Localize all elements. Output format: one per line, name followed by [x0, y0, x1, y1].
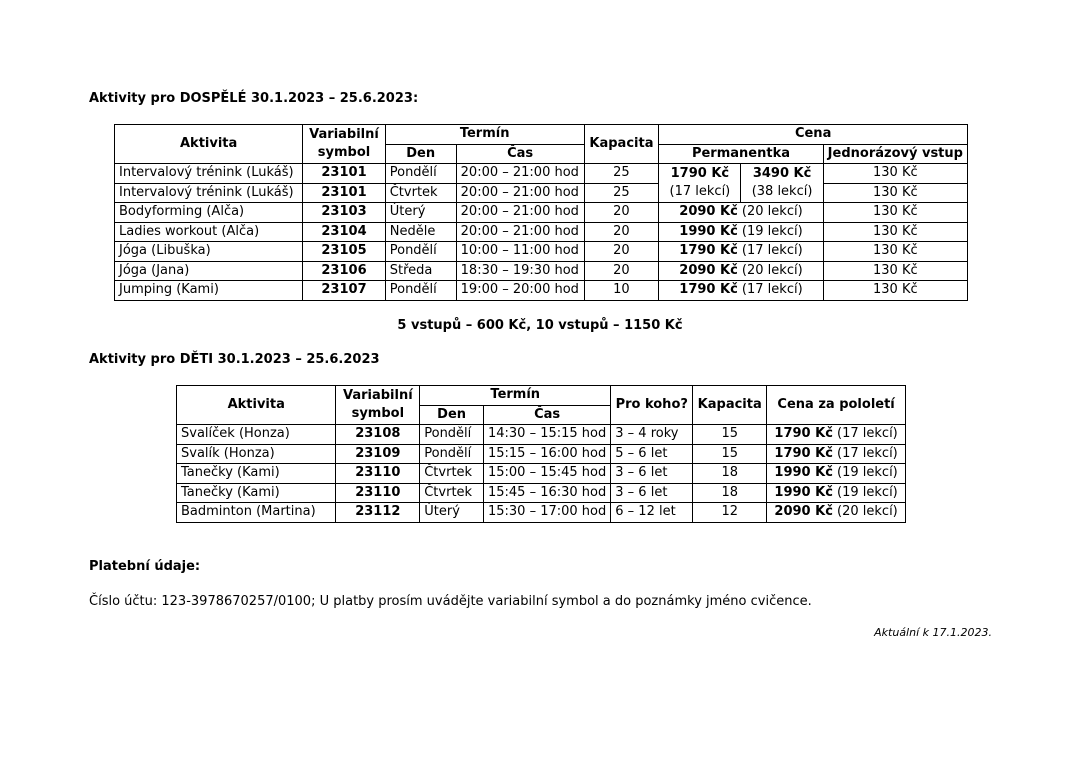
- pass-cell: 1790 Kč (17 lekcí): [659, 242, 823, 262]
- payment-text: Číslo účtu: 123-3978670257/0100; U platby prosím uvádějte variabilní symbol a do poznámky jméno cvičence.: [89, 594, 812, 609]
- for-whom-cell: 3 – 4 roky: [611, 425, 693, 445]
- activity-cell: Intervalový trénink (Lukáš): [115, 183, 303, 203]
- day-cell: Pondělí: [420, 444, 484, 464]
- adults-header-vs: Variabilní symbol: [303, 125, 385, 164]
- activity-cell: Badminton (Martina): [177, 503, 336, 523]
- day-cell: Pondělí: [385, 242, 456, 262]
- pass-cell: 1790 Kč (17 lekcí): [659, 281, 823, 301]
- capacity-cell: 18: [693, 483, 767, 503]
- single-cell: 130 Kč: [823, 222, 967, 242]
- table-row: [177, 483, 906, 503]
- price-cell: 1790 Kč (17 lekcí): [767, 444, 906, 464]
- entries-note: 5 vstupů – 600 Kč, 10 vstupů – 1150 Kč: [397, 318, 683, 333]
- table-row: [115, 203, 968, 223]
- kids-header-price: Cena za pololetí: [767, 386, 906, 425]
- kids-header-for-whom: Pro koho?: [611, 386, 693, 425]
- capacity-cell: 25: [584, 164, 659, 184]
- capacity-cell: 20: [584, 242, 659, 262]
- vs-cell: 23106: [303, 261, 385, 281]
- price-cell: 1790 Kč (17 lekcí): [767, 425, 906, 445]
- table-row: [177, 425, 906, 445]
- for-whom-cell: 5 – 6 let: [611, 444, 693, 464]
- table-row: [115, 281, 968, 301]
- activity-cell: Svalík (Honza): [177, 444, 336, 464]
- single-cell: 130 Kč: [823, 203, 967, 223]
- table-row: [177, 503, 906, 523]
- day-cell: Čtvrtek: [420, 464, 484, 484]
- time-cell: 20:00 – 21:00 hod: [456, 183, 584, 203]
- capacity-cell: 10: [584, 281, 659, 301]
- single-cell: 130 Kč: [823, 164, 967, 184]
- vs-cell: 23108: [336, 425, 420, 445]
- vs-cell: 23112: [336, 503, 420, 523]
- table-row: [177, 464, 906, 484]
- day-cell: Středa: [385, 261, 456, 281]
- single-cell: 130 Kč: [823, 242, 967, 262]
- adults-title: Aktivity pro DOSPĚLÉ 30.1.2023 – 25.6.2023:: [89, 91, 419, 106]
- adults-header-term: Termín: [385, 125, 584, 145]
- day-cell: Pondělí: [420, 425, 484, 445]
- kids-header-day: Den: [420, 405, 484, 425]
- capacity-cell: 15: [693, 425, 767, 445]
- pass-cell-b: 3490 Kč (38 lekcí): [741, 164, 823, 203]
- activity-cell: Tanečky (Kami): [177, 464, 336, 484]
- kids-header-vs: Variabilní symbol: [336, 386, 420, 425]
- adults-header-day: Den: [385, 144, 456, 164]
- capacity-cell: 25: [584, 183, 659, 203]
- price-cell: 1990 Kč (19 lekcí): [767, 464, 906, 484]
- activity-cell: Bodyforming (Alča): [115, 203, 303, 223]
- for-whom-cell: 6 – 12 let: [611, 503, 693, 523]
- activity-cell: Intervalový trénink (Lukáš): [115, 164, 303, 184]
- kids-title: Aktivity pro DĚTI 30.1.2023 – 25.6.2023: [89, 352, 380, 367]
- updated-date: Aktuální k 17.1.2023.: [874, 626, 992, 639]
- time-cell: 15:45 – 16:30 hod: [483, 483, 610, 503]
- vs-cell: 23105: [303, 242, 385, 262]
- adults-header-pass: Permanentka: [659, 144, 823, 164]
- adults-table: [114, 124, 968, 301]
- price-cell: 1990 Kč (19 lekcí): [767, 483, 906, 503]
- capacity-cell: 15: [693, 444, 767, 464]
- time-cell: 14:30 – 15:15 hod: [483, 425, 610, 445]
- pass-cell: 2090 Kč (20 lekcí): [659, 203, 823, 223]
- day-cell: Úterý: [420, 503, 484, 523]
- adults-header-time: Čas: [456, 144, 584, 164]
- day-cell: Čtvrtek: [385, 183, 456, 203]
- kids-header-capacity: Kapacita: [693, 386, 767, 425]
- pass-cell: 1990 Kč (19 lekcí): [659, 222, 823, 242]
- day-cell: Úterý: [385, 203, 456, 223]
- time-cell: 18:30 – 19:30 hod: [456, 261, 584, 281]
- price-cell: 2090 Kč (20 lekcí): [767, 503, 906, 523]
- kids-table: [176, 385, 906, 523]
- time-cell: 19:00 – 20:00 hod: [456, 281, 584, 301]
- vs-cell: 23101: [303, 183, 385, 203]
- single-cell: 130 Kč: [823, 281, 967, 301]
- time-cell: 15:00 – 15:45 hod: [483, 464, 610, 484]
- day-cell: Pondělí: [385, 281, 456, 301]
- single-cell: 130 Kč: [823, 261, 967, 281]
- table-row: [115, 261, 968, 281]
- day-cell: Pondělí: [385, 164, 456, 184]
- vs-cell: 23110: [336, 483, 420, 503]
- activity-cell: Tanečky (Kami): [177, 483, 336, 503]
- table-row: [177, 444, 906, 464]
- capacity-cell: 20: [584, 261, 659, 281]
- adults-header-price: Cena: [659, 125, 968, 145]
- activity-cell: Svalíček (Honza): [177, 425, 336, 445]
- adults-header-capacity: Kapacita: [584, 125, 659, 164]
- vs-cell: 23110: [336, 464, 420, 484]
- table-row: [115, 183, 968, 203]
- time-cell: 20:00 – 21:00 hod: [456, 203, 584, 223]
- vs-cell: 23101: [303, 164, 385, 184]
- time-cell: 15:15 – 16:00 hod: [483, 444, 610, 464]
- vs-cell: 23104: [303, 222, 385, 242]
- adults-header-single: Jednorázový vstup: [823, 144, 967, 164]
- kids-header-term: Termín: [420, 386, 611, 406]
- single-cell: 130 Kč: [823, 183, 967, 203]
- day-cell: Neděle: [385, 222, 456, 242]
- payment-title: Platební údaje:: [89, 559, 201, 574]
- vs-cell: 23109: [336, 444, 420, 464]
- vs-cell: 23103: [303, 203, 385, 223]
- capacity-cell: 20: [584, 222, 659, 242]
- table-row: [115, 242, 968, 262]
- table-row: [115, 222, 968, 242]
- table-row: [115, 164, 968, 184]
- day-cell: Čtvrtek: [420, 483, 484, 503]
- activity-cell: Jóga (Jana): [115, 261, 303, 281]
- adults-header-activity: Aktivita: [115, 125, 303, 164]
- kids-header-time: Čas: [483, 405, 610, 425]
- time-cell: 15:30 – 17:00 hod: [483, 503, 610, 523]
- time-cell: 20:00 – 21:00 hod: [456, 222, 584, 242]
- activity-cell: Jóga (Libuška): [115, 242, 303, 262]
- capacity-cell: 20: [584, 203, 659, 223]
- capacity-cell: 12: [693, 503, 767, 523]
- time-cell: 20:00 – 21:00 hod: [456, 164, 584, 184]
- pass-cell: 2090 Kč (20 lekcí): [659, 261, 823, 281]
- time-cell: 10:00 – 11:00 hod: [456, 242, 584, 262]
- pass-cell-a: 1790 Kč (17 lekcí): [659, 164, 741, 203]
- for-whom-cell: 3 – 6 let: [611, 464, 693, 484]
- kids-header-activity: Aktivita: [177, 386, 336, 425]
- vs-cell: 23107: [303, 281, 385, 301]
- activity-cell: Ladies workout (Alča): [115, 222, 303, 242]
- activity-cell: Jumping (Kami): [115, 281, 303, 301]
- for-whom-cell: 3 – 6 let: [611, 483, 693, 503]
- capacity-cell: 18: [693, 464, 767, 484]
